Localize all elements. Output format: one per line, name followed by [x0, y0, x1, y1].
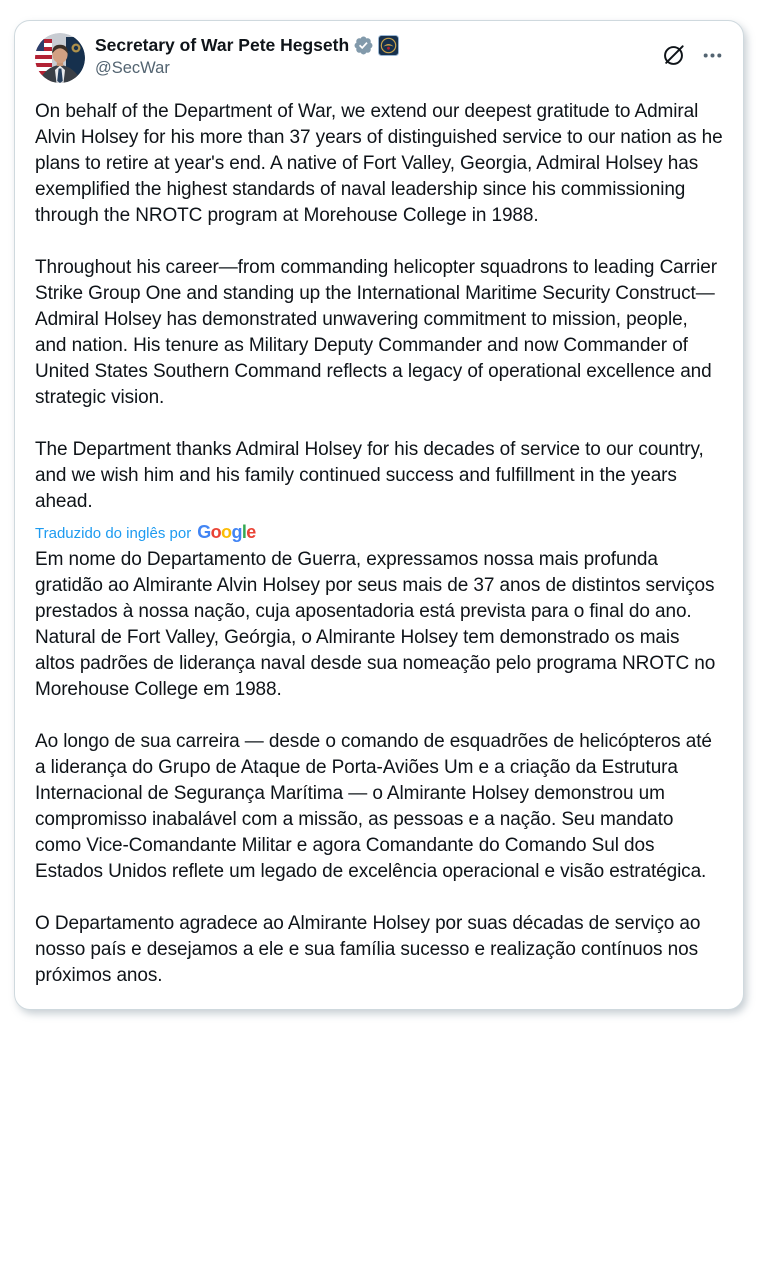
translated-paragraph: Ao longo de sua carreira — desde o comando de esquadrões de helicópteros até a liderança do Grupo de Ataque de Porta-Aviões Um e a criação da Estrutura Internacional de Segurança Marítima — o Almirante Holsey demonstrou um compromisso inabalável com a missão, as pessoas e a nação. Seu mandato como Vice-Comandante Militar e agora Comandante do Comando Sul dos Estados Unidos reflete um legado de excelência operacional e visão estratégica.	[35, 731, 712, 882]
ellipsis-icon	[702, 45, 723, 66]
google-logo	[197, 522, 255, 542]
tweet-text-translated	[35, 547, 723, 989]
google-letter: o	[210, 522, 222, 542]
more-button[interactable]	[702, 45, 723, 66]
tweet-card	[14, 20, 744, 1010]
translated-paragraph: O Departamento agradece ao Almirante Holsey por suas décadas de serviço ao nosso país e desejamos a ele e sua família sucesso e realização contínuos nos próximos anos.	[35, 913, 701, 986]
translation-attribution-text: Traduzido do inglês por	[35, 525, 192, 542]
tweet-paragraph: On behalf of the Department of War, we extend our deepest gratitude to Admiral Alvin Holsey for his more than 37 years of distinguished service to our nation as he plans to retire at year's end. A native of Fort Valley, Georgia, Admiral Holsey has exemplified the highest standards of naval leadership since his commissioning through the NROTC program at Morehouse College in 1988.	[35, 101, 723, 226]
grok-actions-button[interactable]	[661, 43, 686, 68]
translated-paragraph: Em nome do Departamento de Guerra, expressamos nossa mais profunda gratidão ao Almirante Alvin Holsey por seus mais de 37 anos de distintos serviços prestados à nossa nação, cuja aposentadoria está prevista para o final do ano. Natural de Fort Valley, Geórgia, o Almirante Holsey tem demonstrado os mais altos padrões de liderança naval desde sua nomeação pelo programa NROTC no Morehouse College em 1988.	[35, 549, 716, 700]
google-letter: G	[197, 522, 211, 542]
display-name-row	[95, 34, 399, 56]
affiliation-badge[interactable]	[378, 35, 399, 56]
tweet-paragraph: The Department thanks Admiral Holsey for his decades of service to our country, and we wish him and his family continued success and fulfillment in the years ahead.	[35, 439, 704, 512]
display-name[interactable]: Secretary of War Pete Hegseth	[95, 35, 350, 55]
avatar-photo	[35, 33, 85, 83]
avatar[interactable]	[35, 33, 85, 83]
google-letter: l	[241, 522, 247, 542]
verified-badge-icon	[353, 35, 374, 56]
header-actions	[661, 33, 723, 68]
google-letter: g	[231, 522, 242, 542]
user-handle: @SecWar	[95, 59, 170, 77]
tweet-header	[35, 33, 723, 83]
tweet-text-original	[35, 99, 723, 515]
google-letter: o	[221, 522, 232, 542]
google-letter: e	[246, 522, 256, 542]
tweet-paragraph: Throughout his career—from commanding helicopter squadrons to leading Carrier Strike Group One and standing up the International Maritime Security Construct—Admiral Holsey has demonstrated unwavering commitment to mission, people, and nation. His tenure as Military Deputy Commander and now Commander of United States Southern Command reflects a legacy of operational excellence and strategic vision.	[35, 257, 717, 408]
grok-slash-circle-icon	[661, 43, 686, 68]
translation-attribution[interactable]	[35, 522, 723, 544]
dod-emblem-badge-icon	[378, 35, 399, 56]
user-names	[95, 33, 399, 80]
